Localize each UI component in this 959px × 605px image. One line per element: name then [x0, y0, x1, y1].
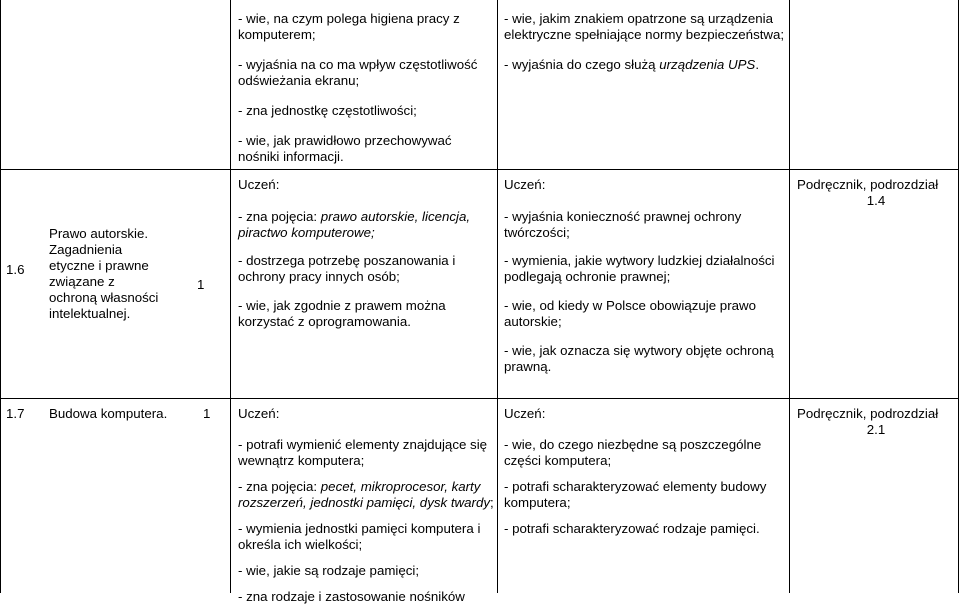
- row2-source: [797, 177, 955, 209]
- row1-col3-item-2: - wyjaśnia na co ma wpływ częstotliwość odświeżania ekranu;: [238, 57, 478, 88]
- row2-col4-item-4: - wie, jak oznacza się wytwory objęte ochroną prawną.: [504, 343, 774, 374]
- row3-source-line-1: Podręcznik, podrozdział: [797, 406, 939, 421]
- row3-col4-item-3: - potrafi scharakteryzować rodzaje pamięci.: [504, 521, 760, 536]
- row3-col3-item-1: - potrafi wymienić elementy znajdujące się wewnątrz komputera;: [238, 437, 488, 468]
- column-divider-5: [789, 0, 790, 593]
- row2-col3-item-3: - wie, jak zgodnie z prawem można korzystać z oprogramowania.: [238, 298, 446, 329]
- row1-col3-text: [238, 11, 486, 165]
- row2-col4-head: Uczeń:: [504, 177, 546, 192]
- row3-col3-item-5: - zna rodzaje i zastosowanie nośników: [238, 589, 465, 604]
- row2-source-line-2: 1.4: [866, 193, 886, 208]
- row3-col3-item-3: - wymienia jednostki pamięci komputera i określa ich wielkości;: [238, 521, 481, 552]
- row3-number: 1.7: [6, 406, 25, 421]
- row3-col4-item-1: - wie, do czego niezbędne są poszczególne części komputera;: [504, 437, 762, 468]
- row3-col3-item-2: - zna pojęcia: pecet, mikroprocesor, karty rozszerzeń, jednostki pamięci, dysk twardy;: [238, 479, 494, 510]
- column-divider-4: [497, 0, 498, 593]
- row2-col4-item-3: - wie, od kiedy w Polsce obowiązuje prawo autorskie;: [504, 298, 757, 329]
- row1-col4-text: [504, 11, 786, 73]
- row3-col3-head: Uczeń:: [238, 406, 280, 421]
- table-border-left: [0, 0, 1, 593]
- row3-col4-text: [504, 406, 786, 537]
- row2-col3-item-1: - zna pojęcia: prawo autorskie, licencja, piractwo komputerowe;: [238, 209, 471, 240]
- column-divider-3: [230, 0, 231, 593]
- row2-col4-item-2: - wymienia, jakie wytwory ludzkiej działalności podlegają ochronie prawnej;: [504, 253, 775, 284]
- row2-col3-item-2: - dostrzega potrzebę poszanowania i ochrony pracy innych osób;: [238, 253, 456, 284]
- row2-col4-item-1: - wyjaśnia konieczność prawnej ochrony twórczości;: [504, 209, 742, 240]
- row2-topic: Prawo autorskie. Zagadnienia etyczne i prawne związane z ochroną własności intelektualnej.: [49, 226, 159, 321]
- row3-source-line-2: 2.1: [866, 422, 886, 437]
- row1-col4-item-1: - wie, jakim znakiem opatrzone są urządzenia elektryczne spełniające normy bezpieczeństwa;: [504, 11, 785, 42]
- row3-col4-item-2: - potrafi scharakteryzować elementy budowy komputera;: [504, 479, 767, 510]
- row1-col3-item-1: - wie, na czym polega higiena pracy z komputerem;: [238, 11, 460, 42]
- row-divider-2: [0, 398, 959, 399]
- row2-col3-text: [238, 177, 488, 330]
- row2-source-line-1: Podręcznik, podrozdział: [797, 177, 939, 192]
- row3-hours: 1: [203, 406, 211, 421]
- row3-col3-item-4: - wie, jakie są rodzaje pamięci;: [238, 563, 420, 578]
- row1-col4-item-2: - wyjaśnia do czego służą urządzenia UPS.: [504, 57, 760, 72]
- row2-number: 1.6: [6, 262, 25, 277]
- row1-col3-item-3: - zna jednostkę częstotliwości;: [238, 103, 417, 118]
- row3-source: [797, 406, 955, 438]
- row1-col3-item-4: - wie, jak prawidłowo przechowywać nośniki informacji.: [238, 133, 452, 164]
- row2-col3-head: Uczeń:: [238, 177, 280, 192]
- row3-col4-head: Uczeń:: [504, 406, 546, 421]
- row2-col4-text: [504, 177, 786, 375]
- row2-hours: 1: [197, 277, 205, 292]
- row3-topic: Budowa komputera.: [49, 406, 168, 421]
- row3-col3-text: [238, 406, 494, 605]
- row-divider-1: [0, 169, 959, 170]
